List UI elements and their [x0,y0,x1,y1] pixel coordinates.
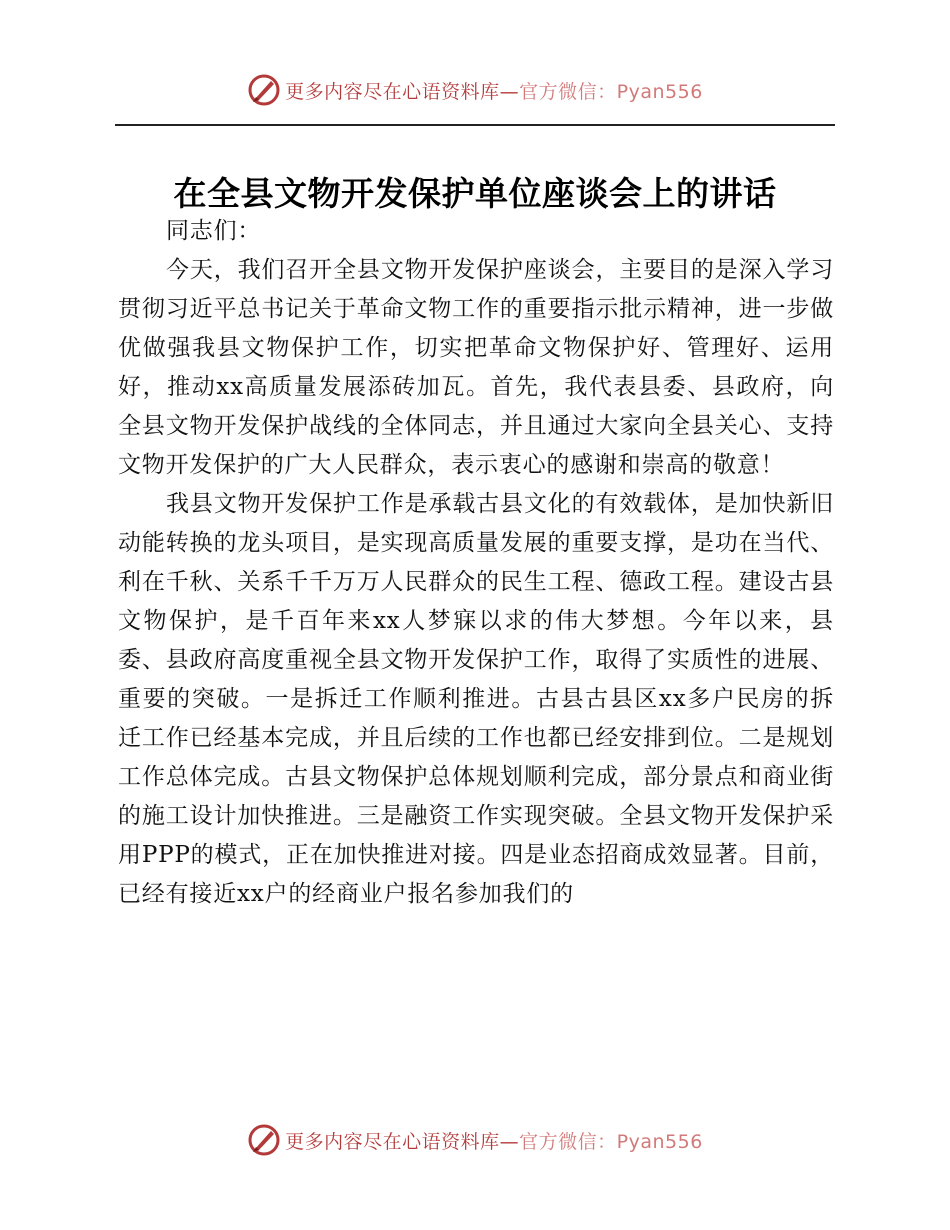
document-body [118,212,834,914]
document-title: 在全县文物开发保护单位座谈会上的讲话 [173,174,777,213]
banner-separator: — [499,80,520,103]
salutation: 同志们： [166,218,262,244]
banner-wechat: 官方微信：Pyan556 [519,80,703,103]
pen-logo-icon [247,73,281,107]
banner-separator: — [499,1130,520,1153]
paragraph-2: 我县文物开发保护工作是承载古县文化的有效载体，是加快新旧动能转换的龙头项目，是实现高质量发展的重要支撑，是功在当代、利在千秋、关系千千万万人民群众的民生工程、德政工程。建设古县文物保护，是千百年来xx人梦寐以求的伟大梦想。今年以来，县委、县政府高度重视全县文物开发保护工作，取得了实质性的进展、重要的突破。一是拆迁工作顺利推进。古县古县区xx多户民房的拆迁工作已经基本完成，并且后续的工作也都已经安排到位。二是规划工作总体完成。古县文物保护总体规划顺利完成，部分景点和商业街的施工设计加快推进。三是融资工作实现突破。全县文物开发保护采用PPP的模式，正在加快推进对接。四是业态招商成效显著。目前，已经有接近xx户的经商业户报名参加我们的 [118,491,834,907]
banner-text: 更多内容尽在心语资料库 [285,1130,500,1153]
pen-logo-icon [247,1123,281,1157]
header-banner [0,70,950,110]
banner-text: 更多内容尽在心语资料库 [285,80,500,103]
banner-wechat: 官方微信：Pyan556 [519,1130,703,1153]
footer-banner [0,1120,950,1160]
paragraph-1: 今天，我们召开全县文物开发保护座谈会，主要目的是深入学习贯彻习近平总书记关于革命文物工作的重要指示批示精神，进一步做优做强我县文物保护工作，切实把革命文物保护好、管理好、运用好，推动xx高质量发展添砖加瓦。首先，我代表县委、县政府，向全县文物开发保护战线的全体同志，并且通过大家向全县关心、支持文物开发保护的广大人民群众，表示衷心的感谢和崇高的敬意！ [118,257,834,478]
header-divider [115,124,835,126]
